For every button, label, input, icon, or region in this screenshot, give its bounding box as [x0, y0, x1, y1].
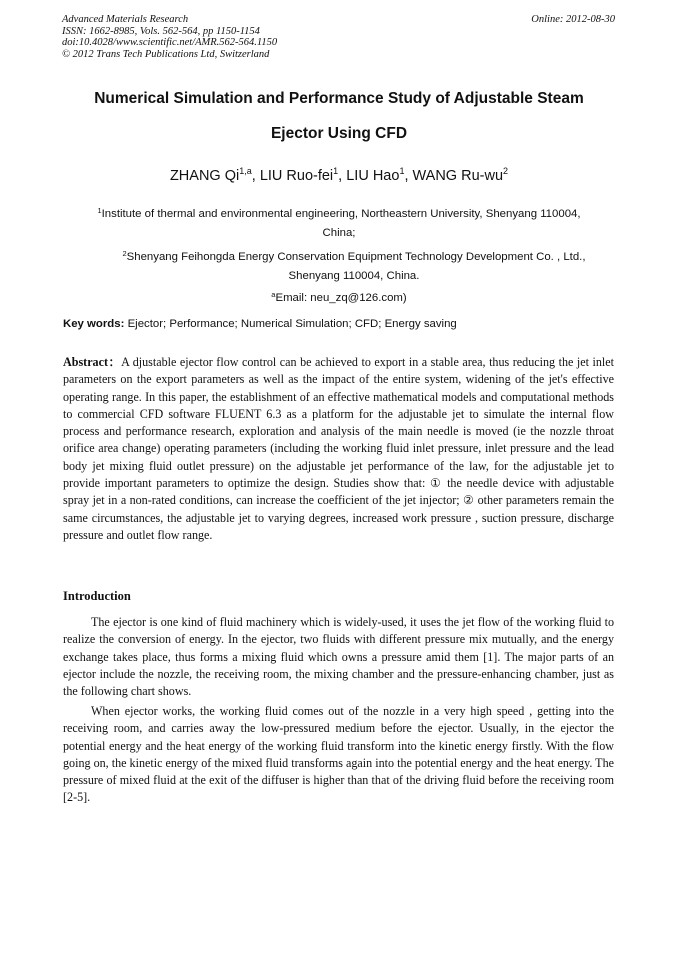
keywords-text: Ejector; Performance; Numerical Simulation; CFD; Energy saving — [124, 318, 457, 330]
affiliation-mark: 1 — [97, 206, 102, 215]
paper-title-line-1: Numerical Simulation and Performance Study of Adjustable Steam — [94, 90, 584, 107]
journal-doi: doi:10.4028/www.scientific.net/AMR.562-564.1150 — [62, 37, 278, 48]
author-name: WANG Ru-wu — [412, 168, 504, 184]
author-separator: , — [338, 168, 347, 184]
author-separator: , — [251, 168, 260, 184]
author-affiliation-mark: 1,a — [239, 166, 252, 176]
affiliation-2-line-2: Shenyang 110004, China. — [288, 270, 420, 282]
online-date: Online: 2012-08-30 — [531, 14, 615, 25]
affiliation-1-line-1 — [60, 205, 618, 224]
author-affiliation-mark: 1 — [399, 166, 405, 176]
author-affiliation-mark: 1 — [333, 166, 339, 176]
affiliation-1-line-2: China; — [322, 227, 356, 239]
affiliation-text: Shenyang Feihongda Energy Conservation Equipment Technology Development Co. , Ltd., — [126, 251, 586, 263]
journal-copyright: © 2012 Trans Tech Publications Ltd, Switzerland — [62, 48, 270, 60]
paper-title-line-2: Ejector Using CFD — [270, 125, 408, 142]
abstract-text: A djustable ejector flow control can be achieved to export in a stable area, thus reducing the jet inlet parameters on the export parameters as well as the impact of the entire system, widening of the jet's effective operating range. In this paper, the establishment of an effective mathematical models and computational methods to commercial CFD software FLUENT 6.3 as a platform for the adjustable jet to simulate the internal flow process and performance research, exploration and analysis of the main needle is moved (ie the nozzle throat orifice area change) operating parameters (including the working fluid inlet pressure, inlet pressure and the lead body jet mixing fluid outlet pressure) on the adjustable jet performance of the law, for the adjustable jet to provide important parameters to optimize the design. Studies show that: ① the needle device with adjustable spray jet in a non-rated conditions, can increase the coefficient of the jet injector; ② other parameters remain the same circumstances, the adjustable jet to varying degrees, increased work pressure , suction pressure, discharge pressure and outlet flow range. — [63, 355, 614, 542]
author-list — [60, 168, 618, 184]
journal-header — [62, 14, 277, 60]
intro-paragraph-2: When ejector works, the working fluid comes out of the nozzle in a very high speed , getting into the receiving room, and carries away the low-pressured medium before the ejector. Usually, in the ejector the potential energy and the heat energy of the working fluid transform into the kinetic energy firstly. With the flow going on, the kinetic energy of the mixed fluid transforms again into the potential energy and the heat energy. The pressure of mixed fluid at the exit of the diffuser is higher than that of the driving fluid before the receiving room [2-5]. — [63, 704, 614, 805]
author-name: ZHANG Qi — [169, 168, 240, 184]
email-text: Email: neu_zq@126.com) — [275, 292, 407, 304]
affiliation-1 — [60, 205, 618, 243]
author-separator: , — [404, 168, 413, 184]
intro-paragraph-1: The ejector is one kind of fluid machinery which is widely-used, it uses the jet flow of the working fluid to realize the conversion of energy. In the ejector, two fluids with different pressure mix mutually, and the energy exchange takes place, thus forms a mixing fluid which owns a pressure amid them [1]. The major parts of an ejector include the nozzle, the receiving room, the mixing chamber and the pressure-enhancing chamber, just as the following chart shows. — [63, 615, 614, 699]
affiliation-mark: 2 — [122, 249, 127, 258]
affiliation-text: Institute of thermal and environmental engineering, Northeastern University, Shenyang 110004, — [101, 208, 581, 220]
author-name: LIU Hao — [346, 168, 400, 184]
author-name: LIU Ruo-fei — [259, 168, 334, 184]
journal-name: Advanced Materials Research — [62, 14, 189, 25]
abstract-label: Abstract： — [63, 355, 122, 369]
contact-email — [60, 289, 618, 308]
author-affiliation-mark: 2 — [503, 166, 509, 176]
journal-issn: ISSN: 1662-8985, Vols. 562-564, pp 1150-1154 — [62, 25, 260, 37]
affiliation-2-line-1 — [90, 248, 618, 267]
keywords-label: Key words: — [63, 318, 125, 330]
keywords — [63, 318, 457, 330]
abstract — [63, 354, 614, 544]
section-heading-introduction: Introduction — [63, 589, 131, 603]
affiliation-2 — [90, 248, 618, 286]
email-mark: a — [271, 290, 276, 299]
